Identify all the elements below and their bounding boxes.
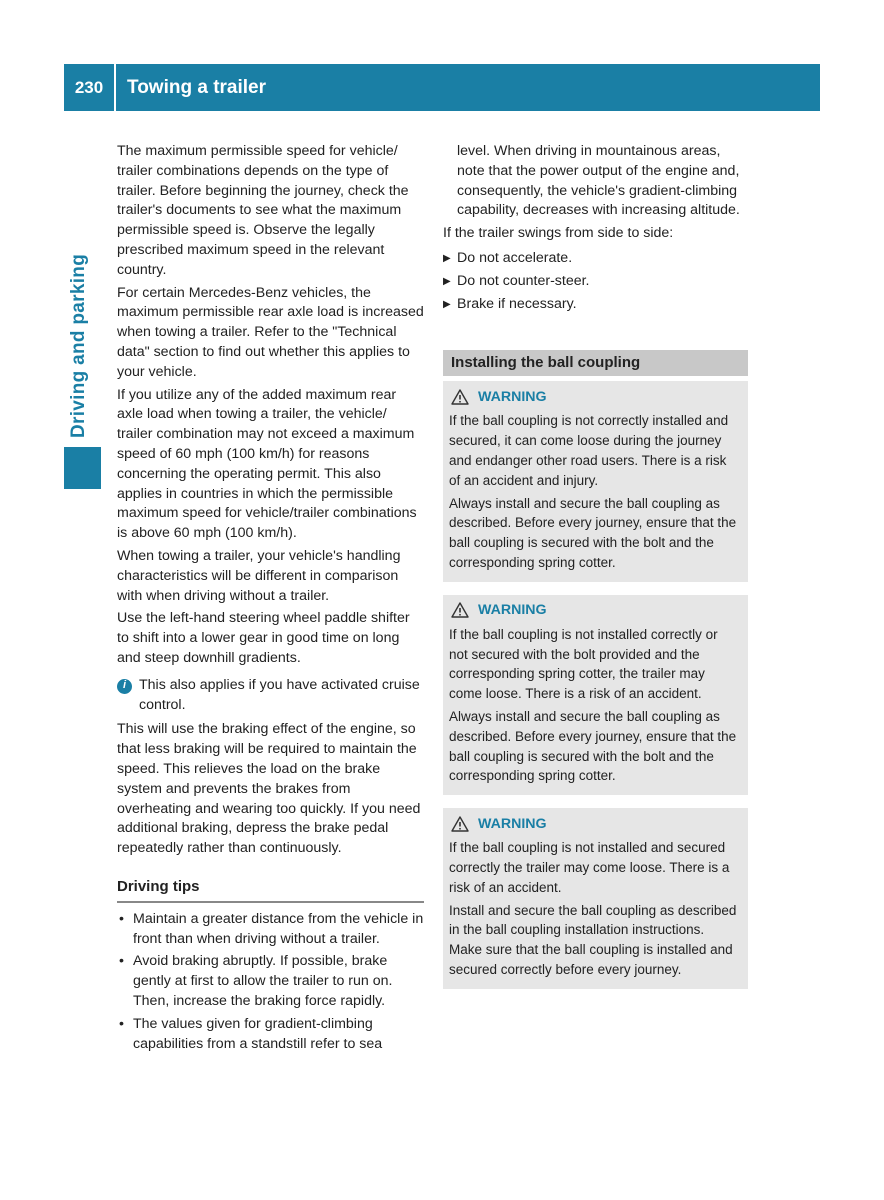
paragraph: Use the left-hand steering wheel paddle shifter to shift into a lower gear in good time on long and steep downhill gradients. — [117, 610, 410, 666]
warning-title-text: WARNING — [478, 815, 547, 832]
list-item-text: Maintain a greater distance from the vehicle in front than when driving without a trailer. — [133, 910, 424, 947]
warning-text: Always install and secure the ball coupling as described. Before every journey, ensure that the ball coupling is secured with the bolt and the corresponding spring cotter. — [449, 708, 737, 784]
warning-text: Install and secure the ball coupling as described in the ball coupling installation instructions. Make sure that the ball coupling is installed and secured correctly before every journey. — [449, 902, 737, 977]
warning-title-text: WARNING — [478, 602, 547, 619]
section-heading: Installing the ball coupling — [443, 350, 748, 376]
step-item — [443, 295, 748, 315]
step-item — [443, 272, 748, 292]
triangle-right-icon: ▶ — [443, 275, 451, 287]
page-title: Towing a trailer — [127, 76, 267, 98]
warning-triangle-icon — [451, 816, 469, 832]
warning-title — [449, 602, 740, 619]
bullet-dot: • — [119, 953, 124, 970]
warning-text: Always install and secure the ball coupling as described. Before every journey, ensure that the ball coupling is secured with the bolt and the corresponding spring cotter. — [449, 495, 737, 570]
warning-text: If the ball coupling is not correctly installed and secured, it can come loose during the journey and endanger other road users. There is a risk of an accident and injury. — [449, 413, 729, 488]
warning-triangle-icon — [451, 389, 469, 405]
list-item-text: Avoid braking abruptly. If possible, brake gently at first to allow the trailer to run on. Then, increase the braking force rapidly. — [133, 953, 393, 1010]
warning-title — [449, 815, 740, 832]
step-text: Do not accelerate. — [457, 249, 573, 266]
bullet-dot: • — [119, 1015, 124, 1032]
paragraph: This will use the braking effect of the engine, so that less braking will be required to maintain the speed. This relieves the load on the brake system and prevents the brakes from overheating and wearing too quickly. If you need additional braking, depress the brake pedal repeatedly rather than continuously. — [117, 721, 421, 857]
triangle-right-icon: ▶ — [443, 252, 451, 264]
continued-list-text: level. When driving in mountainous areas, note that the power output of the engine and, consequently, the vehicle's gradient-climbing capability, decreases with increasing altitude. — [457, 143, 740, 219]
paragraph: When towing a trailer, your vehicle's handling characteristics will be different in comparison with when driving without a trailer. — [117, 547, 401, 604]
warning-triangle-icon — [451, 602, 469, 618]
warning-text: If the ball coupling is not installed correctly or not secured with the bolt provided and the corresponding spring cotter, the trailer may come loose. There is a risk of an accident. — [449, 626, 718, 702]
step-text: Brake if necessary. — [457, 295, 577, 312]
list-item — [117, 952, 424, 1011]
paragraph: The maximum permissible speed for vehicle/ trailer combinations depends on the type of trailer. Before beginning the journey, check the trailer's documents to see what the maximum permissible speed is. Observe the legally prescribed maximum speed in the relevant country. — [117, 143, 409, 278]
warning-text: If the ball coupling is not installed and secured correctly the trailer may come loose. There is a risk of an accident. — [449, 840, 730, 895]
page-header — [64, 64, 820, 111]
list-item — [117, 910, 424, 950]
step-item — [443, 249, 748, 269]
warning-title-text: WARNING — [478, 388, 547, 405]
info-note-text: This also applies if you have activated cruise control. — [139, 676, 420, 713]
warning-box — [443, 808, 748, 989]
list-item — [117, 1015, 424, 1055]
driving-tips-heading: Driving tips — [117, 878, 424, 903]
paragraph: If you utilize any of the added maximum rear axle load when towing a trailer, the vehicle/ trailer combination may not exceed a maximum speed of 60 mph (100 km/h) for reasons concerning the operating permit. This also applies in countries in which the permissible maximum speed for vehicle/trailer combinations is above 60 mph (100 km/h). — [117, 386, 417, 542]
left-column — [117, 142, 424, 1057]
side-tab-marker — [64, 447, 101, 489]
warning-box — [443, 381, 748, 581]
list-item-text: The values given for gradient-climbing capabilities from a standstill refer to sea — [133, 1015, 383, 1052]
side-tab-label: Driving and parking — [68, 253, 89, 438]
bullet-dot: • — [119, 910, 124, 927]
info-circle-icon: i — [117, 679, 132, 694]
right-column — [443, 142, 748, 989]
warning-title — [449, 388, 740, 405]
step-text: Do not counter-steer. — [457, 272, 590, 289]
swing-intro: If the trailer swings from side to side: — [443, 225, 674, 242]
info-note — [117, 676, 424, 716]
triangle-right-icon: ▶ — [443, 298, 451, 310]
page-number: 230 — [64, 64, 116, 111]
warning-box — [443, 595, 748, 795]
paragraph: For certain Mercedes-Benz vehicles, the maximum permissible rear axle load is increased when towing a trailer. Refer to the "Technical data" section to find out whether this applies to your vehicle. — [117, 284, 424, 380]
